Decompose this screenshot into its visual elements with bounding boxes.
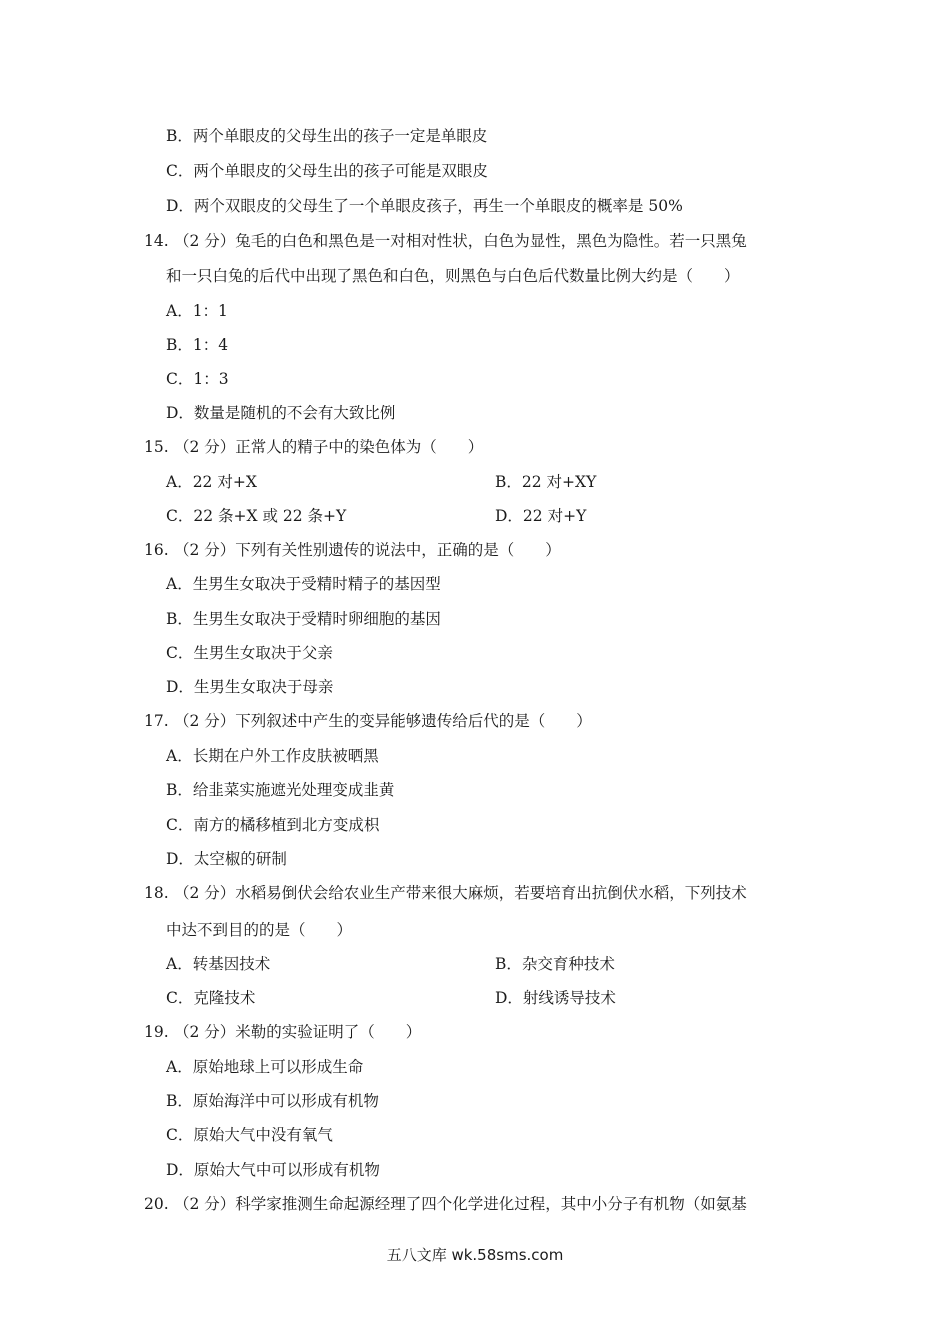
q17-option-d: D．太空椒的研制: [166, 850, 287, 868]
question-18: [144, 883, 809, 903]
question-number: 19.: [144, 1023, 169, 1041]
q16-option-c: C．生男生女取决于父亲: [166, 644, 333, 662]
q19-option-c: C．原始大气中没有氧气: [166, 1126, 333, 1144]
q16-option-a: A．生男生女取决于受精时精子的基因型: [166, 575, 441, 593]
q15-option-d: D．22 对+Y: [495, 507, 587, 525]
q18-option-c: C．克隆技术: [166, 989, 256, 1007]
question-text: （2 分）正常人的精子中的染色体为（ ）: [174, 438, 484, 456]
q14-option-d: D．数量是随机的不会有大致比例: [166, 404, 396, 422]
q15-option-a: A．22 对+X: [166, 473, 257, 491]
q13-option-c: C．两个单眼皮的父母生出的孩子可能是双眼皮: [166, 162, 488, 180]
question-15: [144, 437, 809, 457]
question-14: [144, 231, 809, 251]
question-number: 17.: [144, 712, 169, 730]
q18-option-b: B．杂交育种技术: [495, 955, 615, 973]
q14-option-c: C．1：3: [166, 370, 229, 388]
q17-option-b: B．给韭菜实施遮光处理变成韭黄: [166, 781, 395, 799]
q13-option-b: B．两个单眼皮的父母生出的孩子一定是单眼皮: [166, 127, 488, 145]
question-text: （2 分）米勒的实验证明了（ ）: [174, 1023, 422, 1041]
q14-option-b: B．1：4: [166, 336, 229, 354]
question-14-continued: 和一只白兔的后代中出现了黑色和白色，则黑色与白色后代数量比例大约是（ ）: [166, 267, 740, 285]
question-text: （2 分）下列有关性别遗传的说法中，正确的是（ ）: [174, 541, 561, 559]
q17-option-c: C．南方的橘移植到北方变成枳: [166, 816, 380, 834]
question-text: （2 分）水稻易倒伏会给农业生产带来很大麻烦，若要培育出抗倒伏水稻，下列技术: [174, 884, 747, 902]
q16-option-b: B．生男生女取决于受精时卵细胞的基因: [166, 610, 441, 628]
q15-option-c: C．22 条+X 或 22 条+Y: [166, 507, 347, 525]
question-number: 16.: [144, 541, 169, 559]
question-number: 15.: [144, 438, 169, 456]
q15-option-b: B．22 对+XY: [495, 473, 597, 491]
q16-option-d: D．生男生女取决于母亲: [166, 678, 334, 696]
q13-option-d: D．两个双眼皮的父母生了一个单眼皮孩子，再生一个单眼皮的概率是 50%: [166, 197, 683, 215]
question-number: 20.: [144, 1195, 169, 1213]
q18-option-d: D．射线诱导技术: [495, 989, 616, 1007]
question-text: （2 分）科学家推测生命起源经理了四个化学进化过程，其中小分子有机物（如氨基: [174, 1195, 747, 1213]
question-text: （2 分）下列叙述中产生的变异能够遗传给后代的是（ ）: [174, 712, 592, 730]
page-footer: 五八文库 wk.58sms.com: [386, 1246, 564, 1264]
question-20: [144, 1194, 809, 1214]
question-text: （2 分）兔毛的白色和黑色是一对相对性状，白色为显性，黑色为隐性。若一只黑兔: [174, 232, 747, 250]
question-number: 14.: [144, 232, 169, 250]
q19-option-d: D．原始大气中可以形成有机物: [166, 1161, 380, 1179]
question-18-continued: 中达不到目的的是（ ）: [166, 921, 353, 939]
question-number: 18.: [144, 884, 169, 902]
q14-option-a: A．1：1: [166, 302, 228, 320]
q19-option-a: A．原始地球上可以形成生命: [166, 1058, 364, 1076]
question-16: [144, 540, 809, 560]
q18-option-a: A．转基因技术: [166, 955, 271, 973]
question-19: [144, 1022, 809, 1042]
q19-option-b: B．原始海洋中可以形成有机物: [166, 1092, 379, 1110]
question-17: [144, 711, 809, 731]
q17-option-a: A．长期在户外工作皮肤被晒黑: [166, 747, 379, 765]
